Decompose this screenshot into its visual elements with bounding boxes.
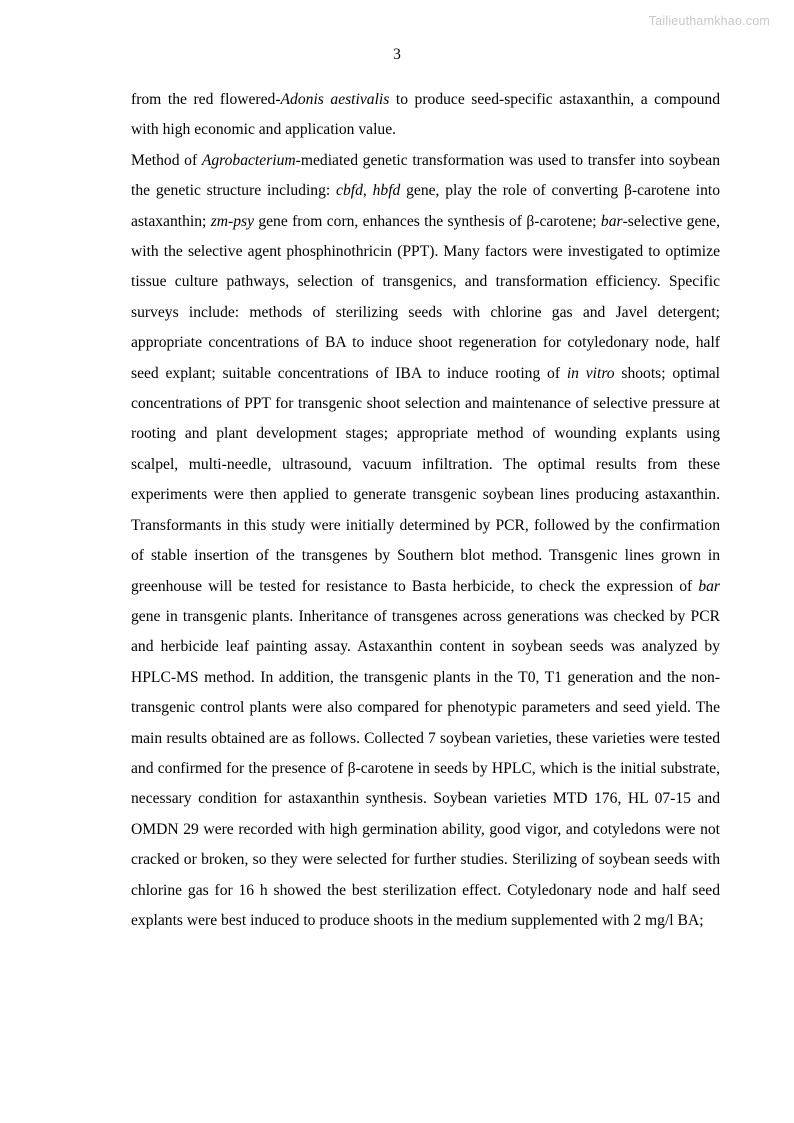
text-run: gene in transgenic plants. Inheritance of transgenes across generations was checked by PCR and herbicide leaf painting assay. Astaxanthin content in soybean seeds was analyzed by HPLC-MS method. In addition, the transgenic plants in the T0, T1 generation and the non-transgenic control plants were also compared for phenotypic parameters and seed yield. The main results obtained are as follows. Collected 7 soybean varieties, these varieties were tested and confirmed for the presence of β-carotene in seeds by HPLC, which is the initial substrate, necessary condition for astaxanthin synthesis. Soybean varieties MTD 176, HL 07-15 and OMDN 29 were recorded with high germination ability, good vigor, and cotyledons were not cracked or broken, so they were selected for further studies. Sterilizing of soybean seeds with chlorine gas for 16 h showed the best sterilization effect. Cotyledonary node and half seed explants were best induced to produce shoots in the medium supplemented with 2 mg/l BA; bbox=[131, 607, 720, 929]
paragraph bbox=[131, 146, 720, 937]
text-run: -mediated genetic transformation was used to transfer into soybean the genetic structure including: bbox=[131, 151, 720, 200]
text-run: , bbox=[362, 182, 373, 200]
italic-term: cbfd bbox=[336, 182, 363, 200]
text-run: gene from corn, enhances the synthesis of β-carotene; bbox=[254, 212, 601, 230]
document-body bbox=[131, 85, 720, 936]
watermark-text: Tailieuthamkhao.com bbox=[648, 14, 770, 28]
italic-term: hbfd bbox=[372, 182, 401, 200]
text-run: to produce seed-specific astaxanthin, a compound with high economic and application value. bbox=[131, 91, 721, 139]
paragraph bbox=[131, 85, 720, 146]
page-number: 3 bbox=[393, 46, 401, 63]
text-run: Method of bbox=[131, 151, 202, 169]
italic-term: Adonis aestivalis bbox=[280, 91, 390, 108]
italic-term: bar bbox=[600, 212, 623, 230]
text-run: shoots; optimal concentrations of PPT for transgenic shoot selection and maintenance of selective pressure at rooting and plant development stages; appropriate method of wounding explants using scalpel, multi-needle, ultrasound, vacuum infiltration. The optimal results from these experiments were then applied to generate transgenic soybean lines producing astaxanthin. Transformants in this study were initially determined by PCR, followed by the confirmation of stable insertion of the transgenes by Southern blot method. Transgenic lines grown in greenhouse will be tested for resistance to Basta herbicide, to check the expression of bbox=[131, 364, 720, 595]
italic-term: in vitro bbox=[566, 364, 615, 382]
text-run: gene, play the role of converting β-carotene into astaxanthin; bbox=[131, 182, 720, 230]
italic-term: bar bbox=[698, 577, 720, 595]
italic-term: Agrobacterium bbox=[201, 151, 296, 169]
italic-term: zm-psy bbox=[210, 212, 254, 230]
text-run: -selective gene, with the selective agent phosphinothricin (PPT). Many factors were investigated to optimize tissue culture pathways, selection of transgenics, and transformation efficiency. Specific surveys include: methods of sterilizing seeds with chlorine gas and Javel detergent; appropriate concentrations of BA to induce shoot regeneration for cotyledonary node, half seed explant; suitable concentrations of IBA to induce rooting of bbox=[131, 212, 720, 382]
text-run: from the red flowered- bbox=[131, 91, 281, 108]
